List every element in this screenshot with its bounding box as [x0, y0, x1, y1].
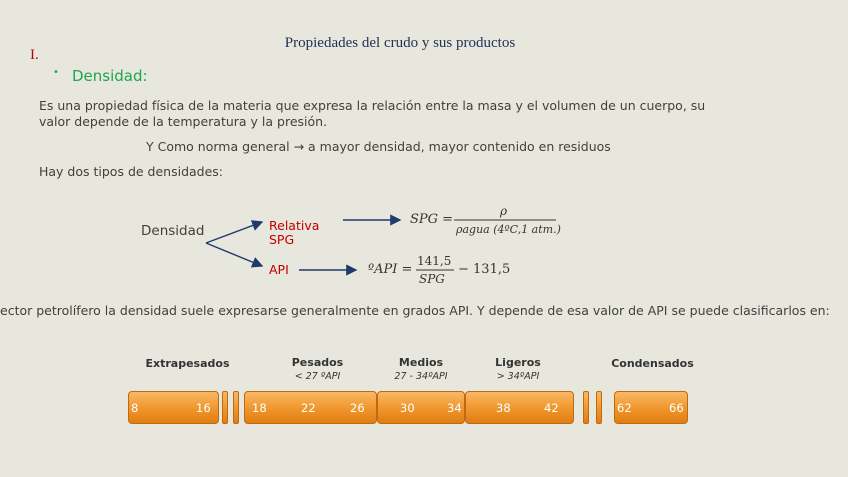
spg-formula-denominator: ρagua (4ºC,1 atm.): [456, 223, 561, 236]
arrow-to-relative: [206, 222, 262, 243]
slide-title: Propiedades del crudo y sus productos: [284, 35, 516, 51]
scale-number: 62: [617, 401, 632, 415]
scale-number: 66: [669, 401, 684, 415]
scale-number: 30: [400, 401, 415, 415]
range-ligeros: > 34ºAPI: [496, 371, 540, 382]
definition-text: Es una propiedad física de la materia que expresa la relación entre la masa y el volumen de un cuerpo, su valor depende de la temperatura y la presión.: [39, 98, 706, 129]
api-formula-lhs: ºAPI =: [368, 262, 413, 277]
scale-break-2: [233, 391, 239, 424]
api-formula-denominator: SPG: [419, 272, 445, 286]
scale-break-4: [596, 391, 602, 424]
scale-number: 16: [196, 401, 211, 415]
rule-text: Y Como norma general → a mayor densidad, mayor contenido en residuos: [146, 139, 611, 154]
scale-break-1: [222, 391, 228, 424]
api-formula-tail: − 131,5: [458, 262, 511, 277]
category-pesados: Pesados: [291, 356, 344, 369]
spg-formula-numerator: ρ: [500, 204, 508, 218]
arrow-to-api: [206, 243, 262, 266]
scale-number: 42: [544, 401, 559, 415]
types-intro: Hay dos tipos de densidades:: [39, 164, 224, 179]
scale-number: 22: [301, 401, 316, 415]
density-root-label: Densidad: [141, 223, 205, 239]
scale-number: 18: [252, 401, 267, 415]
relative-density-label: Relativa SPG: [269, 218, 320, 247]
scale-number: 8: [131, 401, 139, 415]
category-medios: Medios: [398, 356, 444, 369]
scale-break-3: [583, 391, 589, 424]
category-condensados: Condensados: [611, 357, 694, 370]
category-extrapesados: Extrapesados: [145, 357, 230, 370]
section-number: I.: [30, 47, 39, 63]
range-pesados: < 27 ºAPI: [294, 371, 341, 382]
category-ligeros: Ligeros: [495, 356, 541, 369]
api-density-label: API: [269, 262, 289, 277]
scale-number: 38: [496, 401, 511, 415]
scale-number: 34: [447, 401, 462, 415]
classification-text: ector petrolífero la densidad suele expresarse generalmente en grados API. Y depende de esa valor de API se puede clasificarlos en:: [0, 303, 830, 318]
api-formula-numerator: 141,5: [417, 254, 452, 268]
bullet-dot-icon: •: [53, 67, 59, 78]
bullet-heading: Densidad:: [72, 67, 148, 85]
scale-number: 26: [350, 401, 365, 415]
spg-formula-lhs: SPG =: [410, 212, 454, 227]
range-medios: 27 - 34ºAPI: [394, 371, 448, 382]
